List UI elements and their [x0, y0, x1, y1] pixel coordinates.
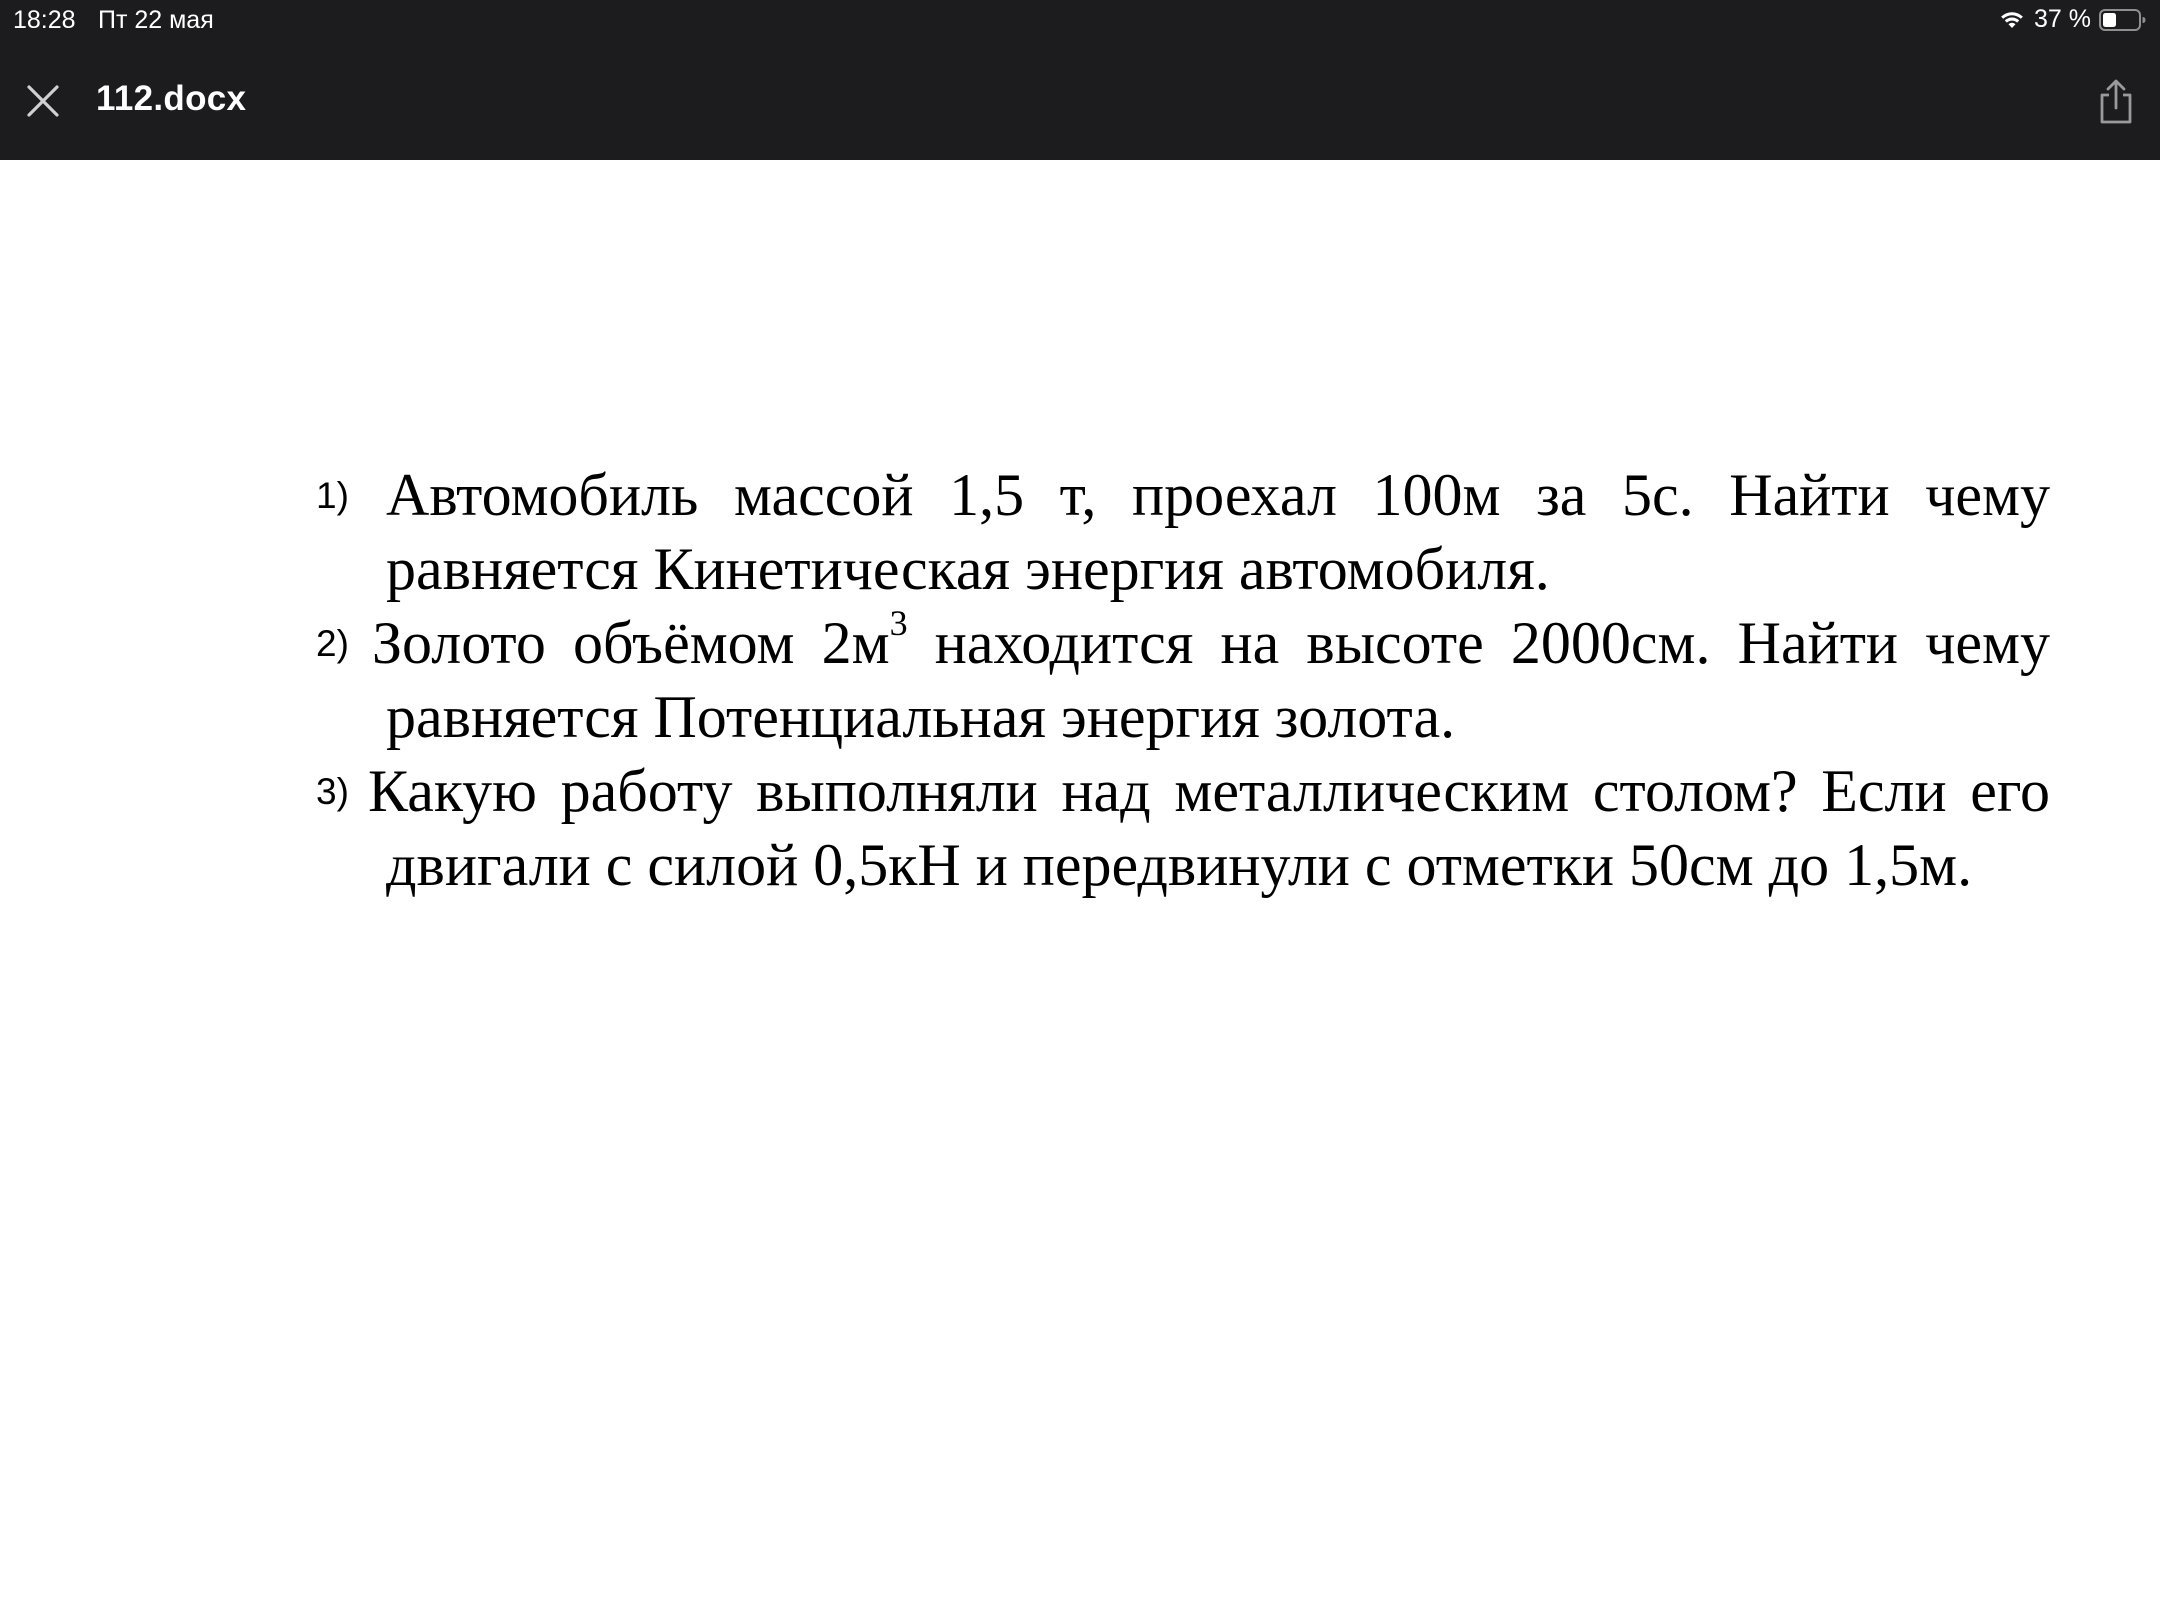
- battery-icon: [2099, 8, 2147, 32]
- status-time: 18:28: [13, 6, 76, 34]
- problem-text-part: находится на высоте 2000см. Найти чему равняется Потенциальная энергия золота.: [386, 610, 2050, 750]
- problem-number: 2): [316, 623, 349, 664]
- problem-number: 1): [316, 475, 349, 516]
- problem-list: [316, 458, 2050, 902]
- problem-text: [316, 603, 2050, 754]
- document-nav-bar: [0, 40, 2160, 160]
- problem-item: [316, 458, 2050, 606]
- problem-number: 3): [316, 771, 349, 812]
- share-icon: [2096, 78, 2136, 126]
- close-button[interactable]: [24, 82, 62, 120]
- problem-text: Автомобиль массой 1,5 т, проехал 100м за 5с. Найти чему равняется Кинетическая энергия автомобиля.: [386, 462, 2050, 602]
- status-indicators: [1998, 5, 2147, 34]
- problem-item: [316, 603, 2050, 754]
- superscript-exponent: 3: [889, 603, 908, 643]
- document-viewer[interactable]: [0, 160, 2160, 1620]
- problem-text-part: Золото объёмом 2м: [372, 610, 890, 676]
- problem-text: Какую работу выполняли над металлическим столом? Если его двигали с силой 0,5кН и передвинули с отметки 50см до 1,5м.: [368, 758, 2050, 898]
- status-bar: [0, 0, 2160, 40]
- status-date: Пт 22 мая: [98, 6, 214, 34]
- problem-item: [316, 754, 2050, 902]
- document-title: 112.docx: [96, 79, 247, 118]
- close-icon: [24, 82, 62, 120]
- share-button[interactable]: [2096, 78, 2136, 126]
- battery-percent: 37 %: [2034, 5, 2091, 33]
- wifi-icon: [1998, 9, 2026, 31]
